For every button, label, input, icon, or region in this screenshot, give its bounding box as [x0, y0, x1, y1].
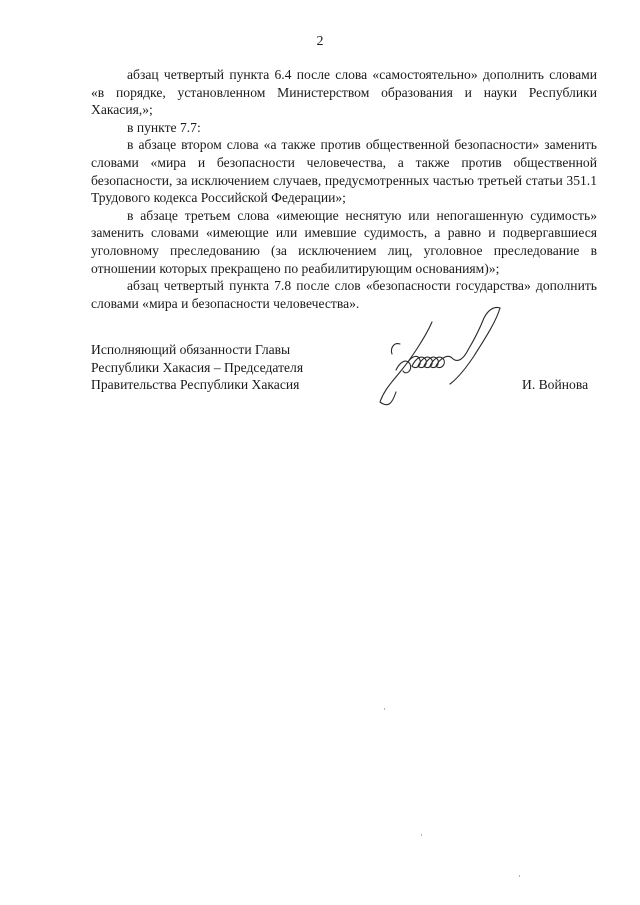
paragraph: абзац четвертый пункта 7.8 после слов «безопасности государства» дополнить словами «мира и безопасности человечества». [91, 278, 597, 311]
page-number: 2 [316, 34, 324, 49]
document-body [91, 66, 597, 312]
scan-speck [519, 875, 520, 877]
paragraph: в абзаце третьем слова «имеющие неснятую или непогашенную судимость» заменить словами «имеющие или имевшие судимость, а равно и подвергавшиеся уголовному преследованию (за исключением лиц, уголовное преследование в отношении которых прекращено по реабилитирующим основаниям)»; [91, 207, 597, 276]
signatory-title-line: Правительства Республики Хакасия [91, 377, 300, 393]
signatory-name: И. Войнова [522, 377, 589, 392]
signatory-title-line: Исполняющий обязанности Главы [91, 342, 291, 357]
paragraph: в абзаце втором слова «а также против общественной безопасности» заменить словами «мира и безопасности человечества, а также против общественной безопасности, за исключением случаев, предусмотренных частью третьей статьи 351.1 Трудового кодекса Российской Федерации»; [91, 137, 597, 206]
paragraph: в пункте 7.7: [127, 119, 201, 135]
paragraph: абзац четвертый пункта 6.4 после слова «самостоятельно» дополнить словами «в порядке, установленном Министерством образования и науки Республики Хакасия,»; [91, 67, 597, 118]
signatory-title [91, 341, 303, 394]
signatory-title-line: Республики Хакасия – Председателя [91, 359, 304, 375]
scan-speck [421, 834, 422, 836]
handwritten-signature [370, 300, 510, 415]
scan-speck [384, 708, 385, 710]
